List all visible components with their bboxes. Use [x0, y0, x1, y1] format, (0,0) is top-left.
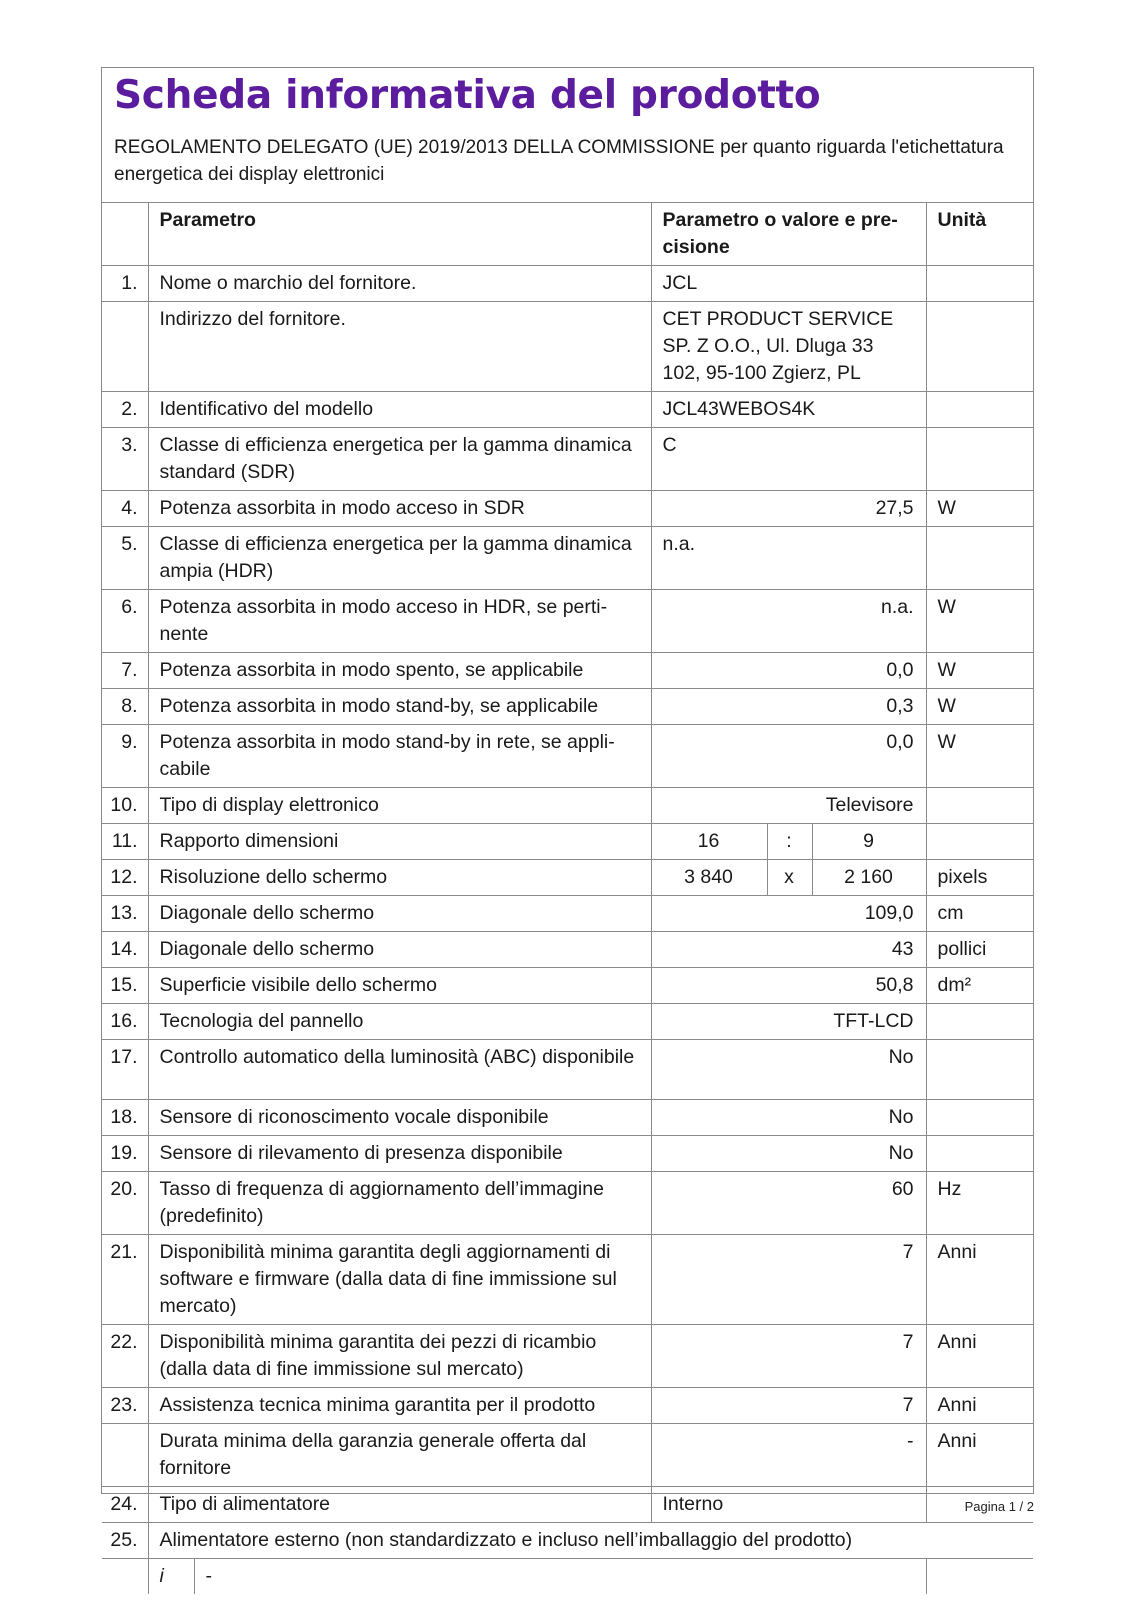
parameter-value: 43 — [651, 932, 926, 968]
parameter-label: Sensore di riconoscimento vocale disponibile — [148, 1100, 651, 1136]
row-number: 6. — [102, 590, 148, 653]
parameter-unit: Anni — [926, 1325, 1033, 1388]
parameter-unit — [926, 1136, 1033, 1172]
parameter-unit — [926, 428, 1033, 491]
table-row — [102, 590, 1033, 653]
parameter-label: Diagonale dello schermo — [148, 932, 651, 968]
table-row — [102, 932, 1033, 968]
row-number: 5. — [102, 527, 148, 590]
parameter-label: Potenza assorbita in modo stand-by in rete, se applicabile — [148, 725, 651, 788]
parameter-label: Nome o marchio del fornitore. — [148, 266, 651, 302]
parameter-label: Alimentatore esterno (non standardizzato e incluso nell’imballaggio del prodotto) — [148, 1523, 1033, 1559]
parameter-label: Tipo di alimentatore — [148, 1487, 651, 1523]
row-number — [102, 1559, 148, 1595]
table-row — [102, 653, 1033, 689]
table-row — [102, 1424, 1033, 1487]
parameters-table — [102, 203, 1033, 1594]
parameter-label: Identificativo del modello — [148, 392, 651, 428]
row-number: 1. — [102, 266, 148, 302]
parameter-value: 60 — [651, 1172, 926, 1235]
parameter-unit — [926, 1559, 1033, 1595]
aspect-ratio-separator: : — [767, 824, 812, 860]
row-number: 2. — [102, 392, 148, 428]
parameter-unit: W — [926, 590, 1033, 653]
table-row — [102, 302, 1033, 392]
row-number: 7. — [102, 653, 148, 689]
parameter-unit: cm — [926, 896, 1033, 932]
row-number: 18. — [102, 1100, 148, 1136]
parameter-value: n.a. — [651, 527, 926, 590]
row-number: 22. — [102, 1325, 148, 1388]
parameter-unit — [926, 824, 1033, 860]
parameter-label: Classe di efficienza energetica per la gamma dinamica ampia (HDR) — [148, 527, 651, 590]
table-row — [102, 824, 1033, 860]
table-row — [102, 428, 1033, 491]
parameter-unit — [926, 392, 1033, 428]
table-row — [102, 860, 1033, 896]
table-row — [102, 896, 1033, 932]
row-number — [102, 302, 148, 392]
row-number: 25. — [102, 1523, 148, 1559]
parameter-value: TFT-LCD — [651, 1004, 926, 1040]
header-unita: Unità — [926, 203, 1033, 266]
parameter-unit — [926, 788, 1033, 824]
parameter-value: No — [651, 1100, 926, 1136]
parameter-unit: W — [926, 653, 1033, 689]
header-parametro: Parametro — [148, 203, 651, 266]
row-number: 3. — [102, 428, 148, 491]
parameter-value: Interno — [651, 1487, 926, 1523]
row-number: 9. — [102, 725, 148, 788]
parameter-label: Indirizzo del fornitore. — [148, 302, 651, 392]
parameter-unit: Anni — [926, 1388, 1033, 1424]
table-row — [102, 1172, 1033, 1235]
table-row — [102, 1235, 1033, 1325]
resolution-height: 2 160 — [812, 860, 926, 896]
parameter-value: 7 — [651, 1388, 926, 1424]
parameter-value: 0,0 — [651, 653, 926, 689]
parameter-value: 0,3 — [651, 689, 926, 725]
table-row — [102, 788, 1033, 824]
sheet-header — [102, 68, 1033, 203]
table-row — [102, 1559, 1033, 1595]
aspect-ratio-width: 16 — [651, 824, 767, 860]
table-header-row — [102, 203, 1033, 266]
aspect-ratio-height: 9 — [812, 824, 926, 860]
parameter-value: Televisore — [651, 788, 926, 824]
row-number: 17. — [102, 1040, 148, 1100]
parameter-unit: Hz — [926, 1172, 1033, 1235]
row-number — [102, 203, 148, 266]
parameter-label: Sensore di rilevamento di presenza disponibile — [148, 1136, 651, 1172]
header-valore: Parametro o valore e precisione — [651, 203, 926, 266]
parameter-unit: Anni — [926, 1235, 1033, 1325]
row-number: 21. — [102, 1235, 148, 1325]
parameter-label: Assistenza tecnica minima garantita per il prodotto — [148, 1388, 651, 1424]
row-number — [102, 1424, 148, 1487]
parameter-value: 7 — [651, 1325, 926, 1388]
parameter-unit — [926, 1100, 1033, 1136]
table-row — [102, 527, 1033, 590]
parameter-label: Risoluzione dello schermo — [148, 860, 651, 896]
parameter-value: - — [194, 1559, 926, 1595]
table-row — [102, 1523, 1033, 1559]
row-number: 23. — [102, 1388, 148, 1424]
parameter-unit: W — [926, 491, 1033, 527]
parameter-label: Diagonale dello schermo — [148, 896, 651, 932]
parameter-label: Disponibilità minima garantita degli aggiornamenti di software e firmware (dalla data di fine immissione sul mercato) — [148, 1235, 651, 1325]
table-row — [102, 725, 1033, 788]
resolution-width: 3 840 — [651, 860, 767, 896]
parameter-unit — [926, 1004, 1033, 1040]
table-row — [102, 491, 1033, 527]
row-number: 8. — [102, 689, 148, 725]
parameter-value: - — [651, 1424, 926, 1487]
row-number: 19. — [102, 1136, 148, 1172]
page-title: Scheda informativa del prodotto — [114, 73, 821, 118]
parameter-value: 27,5 — [651, 491, 926, 527]
parameter-value: 50,8 — [651, 968, 926, 1004]
parameter-label: Durata minima della garanzia generale offerta dal fornitore — [148, 1424, 651, 1487]
parameter-unit — [926, 527, 1033, 590]
parameter-value: 109,0 — [651, 896, 926, 932]
parameter-label: Potenza assorbita in modo stand-by, se applicabile — [148, 689, 651, 725]
parameter-label: Potenza assorbita in modo acceso in SDR — [148, 491, 651, 527]
row-number: 24. — [102, 1487, 148, 1523]
row-number: 10. — [102, 788, 148, 824]
parameter-label: Superficie visibile dello schermo — [148, 968, 651, 1004]
row-number: 20. — [102, 1172, 148, 1235]
parameter-unit — [926, 266, 1033, 302]
table-row — [102, 1136, 1033, 1172]
parameter-unit: W — [926, 725, 1033, 788]
parameter-label: Tasso di frequenza di aggiornamento dell’immagine (predefinito) — [148, 1172, 651, 1235]
parameter-value: JCL43WEBOS4K — [651, 392, 926, 428]
parameter-unit — [926, 1040, 1033, 1100]
sub-item-label: i — [148, 1559, 194, 1595]
parameter-unit: dm² — [926, 968, 1033, 1004]
resolution-separator: x — [767, 860, 812, 896]
table-row — [102, 1004, 1033, 1040]
table-row — [102, 1388, 1033, 1424]
table-row — [102, 1100, 1033, 1136]
parameter-value: 7 — [651, 1235, 926, 1325]
parameter-value: C — [651, 428, 926, 491]
table-row — [102, 689, 1033, 725]
parameter-value: No — [651, 1136, 926, 1172]
parameter-label: Classe di efficienza energetica per la gamma dinamica standard (SDR) — [148, 428, 651, 491]
parameter-unit: pixels — [926, 860, 1033, 896]
parameter-value: 0,0 — [651, 725, 926, 788]
parameter-unit: Anni — [926, 1424, 1033, 1487]
parameter-label: Disponibilità minima garantita dei pezzi di ricambio (dalla data di fine immissione sul mercato) — [148, 1325, 651, 1388]
parameter-label: Potenza assorbita in modo acceso in HDR, se pertinente — [148, 590, 651, 653]
page-number: Pagina 1 / 2 — [964, 1499, 1034, 1514]
parameter-value: n.a. — [651, 590, 926, 653]
parameter-unit: W — [926, 689, 1033, 725]
regulation-subtitle: REGOLAMENTO DELEGATO (UE) 2019/2013 DELLA COMMISSIONE per quanto riguarda l'etichettatura energetica dei display elettronici — [114, 137, 1004, 185]
parameter-unit — [926, 302, 1033, 392]
parameter-value: JCL — [651, 266, 926, 302]
parameter-label: Rapporto dimensioni — [148, 824, 651, 860]
row-number: 4. — [102, 491, 148, 527]
row-number: 11. — [102, 824, 148, 860]
row-number: 14. — [102, 932, 148, 968]
row-number: 12. — [102, 860, 148, 896]
table-row — [102, 392, 1033, 428]
table-row — [102, 968, 1033, 1004]
parameter-label: Potenza assorbita in modo spento, se applicabile — [148, 653, 651, 689]
parameter-label: Tecnologia del pannello — [148, 1004, 651, 1040]
table-row — [102, 266, 1033, 302]
parameter-value: No — [651, 1040, 926, 1100]
row-number: 16. — [102, 1004, 148, 1040]
table-row — [102, 1325, 1033, 1388]
row-number: 15. — [102, 968, 148, 1004]
parameter-unit: pollici — [926, 932, 1033, 968]
table-row — [102, 1487, 1033, 1523]
parameter-value: CET PRODUCT SERVICE SP. Z O.O., Ul. Dluga 33 102, 95-100 Zgierz, PL — [651, 302, 926, 392]
row-number: 13. — [102, 896, 148, 932]
parameter-label: Tipo di display elettronico — [148, 788, 651, 824]
table-row — [102, 1040, 1033, 1100]
parameter-label: Controllo automatico della luminosità (ABC) disponibile — [148, 1040, 651, 1100]
